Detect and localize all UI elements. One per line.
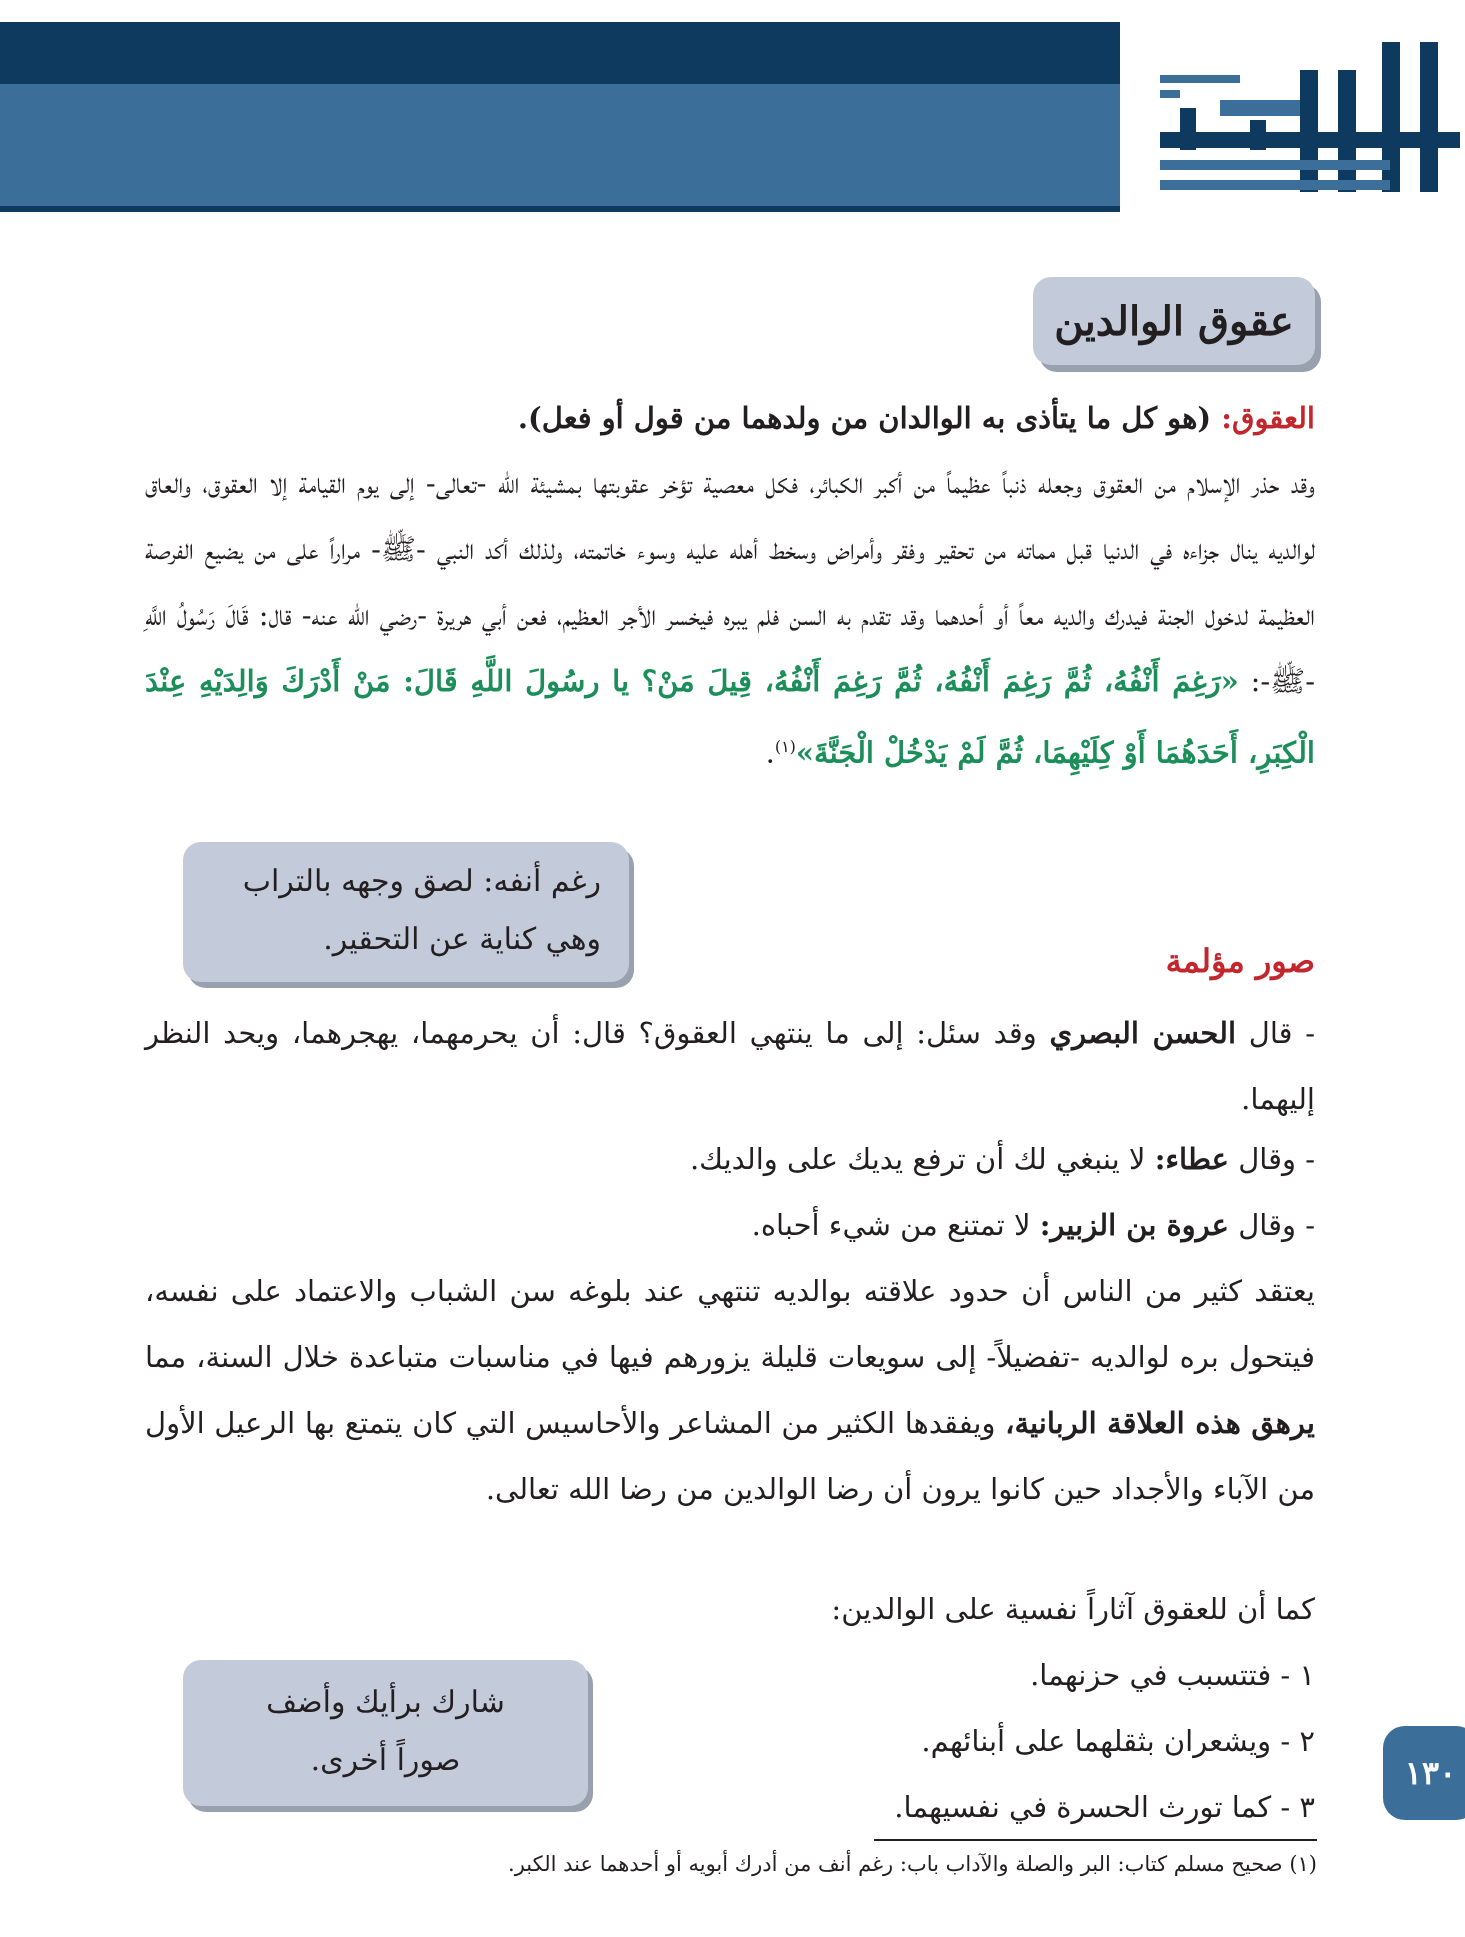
definition-text: (هو كل ما يتأذى به الوالدان من ولدهما من قول أو فعل). [517,401,1212,435]
header-bottom-line [0,206,1145,212]
intro-text: وقد حذر الإسلام من العقوق وجعله ذنباً عظيماً من أكبر الكبائر، فكل معصية تؤخر عقوبتها بمشيئة الله -تعالى- إلى يوم القيامة إلا العقوق، والعاق لوالديه ينال جزاءه في الدنيا قبل مماته من تحقير وفقر وأمراض وسخط أهله عليه وسوء خاتمته، ولذلك أكد النبي -ﷺ- مراراً على من يضيع الفرصة العظيمة لدخول الجنة فيدرك والديه معاً أو أحدهما وقد تقدم به السن فلم يبره فيخسر الأجر العظيم، فعن أبي هريرة -رضي الله عنه- قال: قَالَ رَسُولُ اللَّهِ -ﷺ-: [145,466,1316,698]
note-line-1: رغم أنفه: لصق وجهه بالتراب [242,864,601,899]
section-title: صور مؤلمة [1165,942,1315,980]
header-dark-strip [0,22,1145,84]
effects-intro: كما أن للعقوق آثاراً نفسية على الوالدين: [831,1592,1315,1626]
quote-2-text: لا ينبغي لك أن ترفع يديك على والديك. [689,1142,1146,1176]
body2-text-a: يعتقد كثير من الناس أن حدود علاقته بوالديه تنتهي عند بلوغه سن الشباب والاعتماد على نفسه، فيتحول بره لوالديه -تفضيلاً- إلى سويعات قليلة يزورهم فيها في مناسبات متباعدة خلال السنة، مما [145,1274,1315,1374]
quote-3-name: عروة بن الزبير: [1039,1208,1229,1242]
quote-2 [145,1126,1315,1192]
quote-1-prefix: - قال [1248,1016,1315,1050]
definition-paragraph [145,385,1315,451]
body-paragraph-2 [145,1258,1315,1522]
definition-term: العقوق: [1221,401,1315,435]
unit-logo [1120,20,1465,220]
hadith-text: «رَغِمَ أَنْفُهُ، ثُمَّ رَغِمَ أَنْفُهُ، ثُمَّ رَغِمَ أَنْفُهُ، قِيلَ مَنْ؟ يا رسُولَ اللَّهِ قَالَ: مَنْ أَدْرَكَ وَالِدَيْهِ عِنْدَ الْكِبَرِ، أَحَدَهُمَا أَوْ كِلَيْهِمَا، ثُمَّ لَمْ يَدْخُلْ الْجَنَّةَ» [145,664,1315,770]
effects-item-3: ٣ - كما تورث الحسرة في نفسيهما. [894,1790,1315,1824]
body2-text-b: ويفقدها الكثير من المشاعر والأحاسيس التي كان يتمتع بها الرعيل الأول من الآباء والأجداد حين كانوا يرون أن رضا الوالدين من رضا الله تعالى. [145,1406,1315,1506]
quote-1-name: الحسن البصري [1049,1016,1237,1050]
quote-3-text: لا تمتنع من شيء أحباه. [751,1208,1031,1242]
body2-bold: يرهق هذه العلاقة الربانية، [1005,1406,1315,1440]
intro-end: . [765,735,775,770]
quote-1 [145,1000,1315,1132]
page-number: ١٣٠ [1383,1726,1465,1820]
quote-3-prefix: - وقال [1238,1208,1315,1242]
footnote: (١) صحيح مسلم كتاب: البر والصلة والآداب باب: رغم أنف من أدرك أبويه أو أحدهما عند الكبر. [508,1852,1317,1876]
lesson-title: عقوق الوالدين [1033,277,1315,365]
quote-3 [145,1192,1315,1258]
share-line-2: صوراً أخرى. [310,1743,461,1778]
quote-1-text: وقد سئل: إلى ما ينتهي العقوق؟ قال: أن يحرمهما، يهجرهما، ويحد النظر إليهما. [145,1016,1315,1116]
note-box [183,842,629,982]
quote-2-prefix: - وقال [1238,1142,1315,1176]
effects-item-2: ٢ - ويشعران بثقلهما على أبنائهم. [921,1724,1315,1758]
intro-paragraph [145,450,1315,786]
note-line-2: وهي كناية عن التحقير. [323,922,601,957]
footnote-ref: (١) [774,737,796,756]
share-box [183,1660,588,1806]
svg-text:التهذيب: التهذيب [1320,218,1324,219]
effects-list [665,1576,1315,1840]
quote-2-name: عطاء: [1154,1142,1229,1176]
effects-item-1: ١ - فتتسبب في حزنهما. [1030,1658,1315,1692]
footnote-divider [874,1839,1317,1841]
share-line-1: شارك برأيك وأضف [266,1685,505,1720]
